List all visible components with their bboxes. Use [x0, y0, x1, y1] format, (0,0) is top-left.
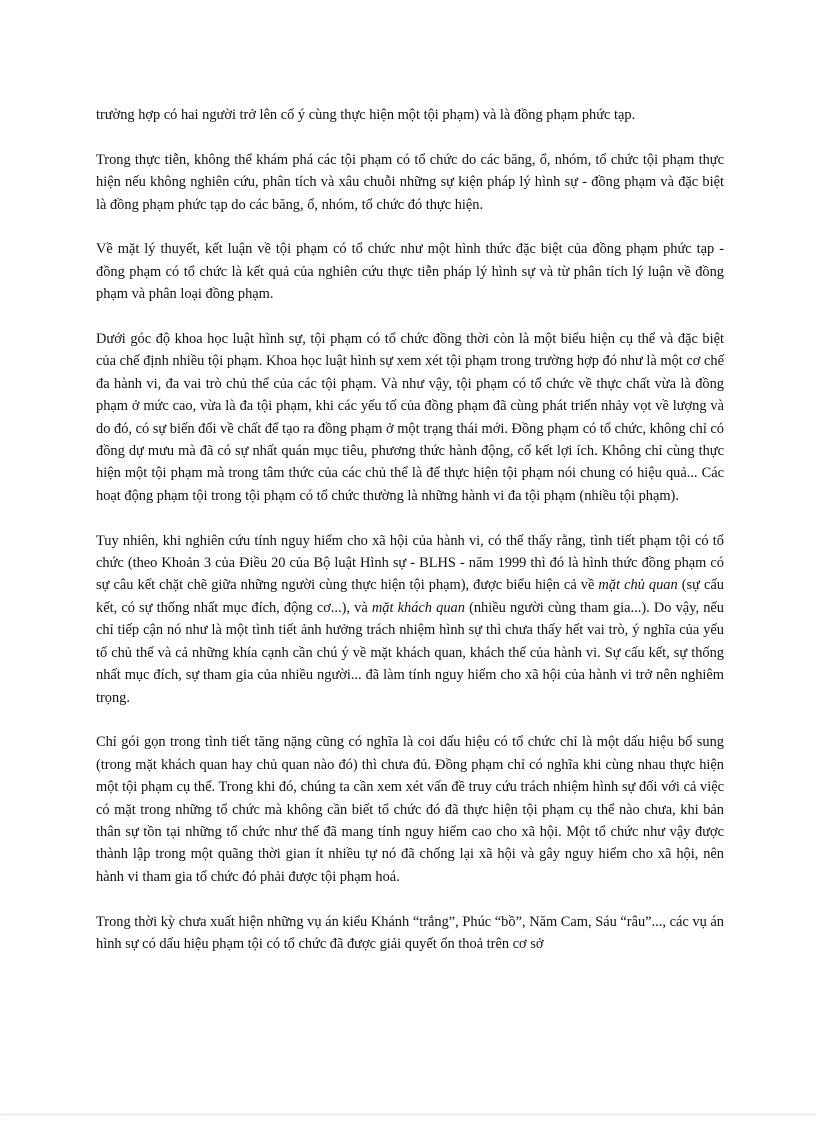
paragraph: [96, 731, 724, 888]
page-bottom-border: [0, 1114, 816, 1115]
paragraph: [96, 911, 724, 956]
paragraph: [96, 104, 724, 126]
paragraph-text: trường hợp có hai người trở lên cố ý cùng thực hiện một tội phạm) và là đồng phạm phức tạp.: [96, 107, 636, 123]
paragraph-text: Trong thực tiễn, không thể khám phá các tội phạm có tổ chức do các băng, ổ, nhóm, tổ chức tội phạm thực hiện nếu không nghiên cứu, phân tích và xâu chuỗi những sự kiện pháp lý hình sự - đồng phạm và đặc biệt là đồng phạm phức tạp do các băng, ổ, nhóm, tổ chức đó thực hiện.: [96, 151, 724, 213]
emphasized-text: mặt chủ quan: [598, 577, 678, 594]
paragraph-text: (sự cấu kết, có sự thống nhất mục đích, động cơ...), và: [96, 577, 724, 616]
paragraph-text: (nhiều người cùng tham gia...). Do vậy, nếu chỉ tiếp cận nó như là một tình tiết ảnh hưởng trách nhiệm hình sự thì chưa thấy hết vai trò, ý nghĩa của yếu tố chủ thể và cả những khía cạnh cần chú ý về mặt khách quan, khách thể của hành vi. Sự cấu kết, sự thống nhất mục đích, sự tham gia của nhiều người... đã làm tính nguy hiểm cho xã hội của hành vi trở nên nghiêm trọng.: [96, 599, 724, 706]
emphasized-text: mặt khách quan: [371, 599, 465, 616]
paragraph-text: Tuy nhiên, khi nghiên cứu tính nguy hiểm cho xã hội của hành vi, có thể thấy rằng, tình tiết phạm tội có tổ chức (theo Khoản 3 của Điều 20 của Bộ luật Hình sự - BLHS - năm 1999 thì đó là hình thức đồng phạm có sự câu kết chặt chẽ giữa những người cùng thực hiện tội phạm), được biểu hiện cả về: [96, 532, 724, 594]
paragraph: [96, 238, 724, 305]
paragraph-text: Trong thời kỳ chưa xuất hiện những vụ án kiểu Khánh “trắng”, Phúc “bồ”, Năm Cam, Sáu “râu”..., các vụ án hình sự có dấu hiệu phạm tội có tổ chức đã được giải quyết ổn thoả trên cơ sở: [96, 913, 724, 952]
paragraph: [96, 149, 724, 216]
paragraph-text: Về mặt lý thuyết, kết luận về tội phạm có tổ chức như một hình thức đặc biệt của đồng phạm phức tạp - đồng phạm có tổ chức là kết quả của nghiên cứu thực tiễn pháp lý hình sự và từ phân tích lý luận về đồng phạm và phân loại đồng phạm.: [96, 241, 724, 303]
document-body: [96, 104, 724, 955]
paragraph-text: Dưới góc độ khoa học luật hình sự, tội phạm có tổ chức đồng thời còn là một biểu hiện cụ thể và đặc biệt của chế định nhiều tội phạm. Khoa học luật hình sự xem xét tội phạm trong trường hợp đó như là một cơ chế đa hành vi, đa vai trò chủ thể của các tội phạm. Và như vậy, tội phạm có tổ chức về thực chất vừa là đồng phạm ở mức cao, vừa là đa tội phạm, khi các yếu tố của đồng phạm đã cùng phát triển nhảy vọt về lượng và do đó, có sự biến đổi về chất để tạo ra đồng phạm ở một trạng thái mới. Đồng phạm có tổ chức, không chỉ có đồng dự mưu mà đã có sự nhất quán mục tiêu, phương thức hành động, cố kết lợi ích. Không chỉ cùng thực hiện một tội phạm mà trong tâm thức của các chủ thể là để thực hiện tội phạm nói chung có hiệu quả... Các hoạt động phạm tội trong tội phạm có tổ chức thường là những hành vi đa tội phạm (nhiều tội phạm).: [96, 331, 724, 504]
paragraph: [96, 328, 724, 507]
paragraph: [96, 530, 724, 709]
paragraph-text: Chỉ gói gọn trong tình tiết tăng nặng cũng có nghĩa là coi dấu hiệu có tổ chức chỉ là một dấu hiệu bổ sung (trong mặt khách quan hay chủ quan nào đó) thì chưa đủ. Đồng phạm chỉ có nghĩa khi cùng nhau thực hiện một tội phạm cụ thể. Trong khi đó, chúng ta cần xem xét vấn đề truy cứu trách nhiệm hình sự đối với cả việc có mặt trong những tổ chức mà không cần biết tổ chức đó đã thực hiện tội phạm cụ thể nào chưa, khi bản thân sự tồn tại những tổ chức như thế đã mang tính nguy hiểm cao cho xã hội. Một tổ chức như vậy được thành lập trong một quãng thời gian ít nhiều tự nó đã chống lại xã hội và gây nguy hiểm cho xã hội, nên hành vi tham gia tổ chức đó phải được tội phạm hoá.: [96, 734, 724, 885]
